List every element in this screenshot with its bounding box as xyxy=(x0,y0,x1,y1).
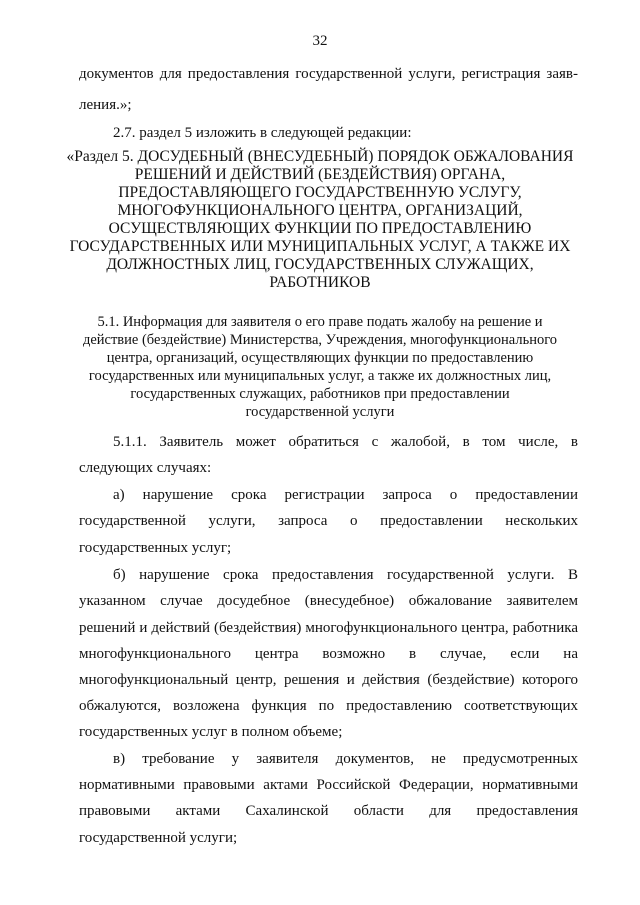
subsection-heading-line: действие (бездействие) Министерства, Учреждения, многофункционального xyxy=(82,332,558,348)
paragraph-line: а) нарушение срока регистрации запроса о предоставлении xyxy=(113,487,578,503)
paragraph-line: нормативными правовыми актами Российской Федерации, нормативными xyxy=(79,777,578,793)
section-heading-line: ОСУЩЕСТВЛЯЮЩИХ ФУНКЦИИ ПО ПРЕДОСТАВЛЕНИЮ xyxy=(108,220,532,237)
paragraph-line: б) нарушение срока предоставления государственной услуги. В xyxy=(113,567,578,583)
section-heading-line: «Раздел 5. ДОСУДЕБНЫЙ (ВНЕСУДЕБНЫЙ) ПОРЯДОК ОБЖАЛОВАНИЯ xyxy=(66,148,574,165)
subsection-heading-line: государственной услуги xyxy=(245,404,395,420)
paragraph-line: многофункционального центра возможно в случае, если на xyxy=(79,646,578,662)
subsection-heading-line: государственных служащих, работников при предоставлении xyxy=(130,386,510,402)
paragraph-line: указанном случае досудебное (внесудебное) обжалование заявителем xyxy=(79,593,578,609)
item-2-7: 2.7. раздел 5 изложить в следующей редакции: xyxy=(113,125,412,141)
paragraph-line: государственных услуг; xyxy=(79,540,232,556)
paragraph-line: правовыми актами Сахалинской области для предоставления xyxy=(79,803,578,819)
page-number: 32 xyxy=(312,33,328,49)
paragraph-line: обжалуются, возложена функция по предоставлению соответствующих xyxy=(79,698,578,714)
section-heading-line: РАБОТНИКОВ xyxy=(269,274,371,291)
subsection-heading-line: центра, организаций, осуществляющих функции по предоставлению xyxy=(106,350,534,366)
subsection-heading-line: государственных или муниципальных услуг, а также их должностных лиц, xyxy=(88,368,552,384)
paragraph-line: государственной услуги; xyxy=(79,830,238,846)
paragraph-line: следующих случаях: xyxy=(79,460,212,476)
section-heading-line: ПРЕДОСТАВЛЯЮЩЕГО ГОСУДАРСТВЕННУЮ УСЛУГУ, xyxy=(118,184,522,201)
paragraph-line: государственных услуг в полном объеме; xyxy=(79,724,343,740)
paragraph-line: решений и действий (бездействия) многофункционального центра, работника xyxy=(79,620,578,636)
paragraph-line: многофункциональный центр, решения и действия (бездействие) которого xyxy=(79,672,578,688)
subsection-heading-line: 5.1. Информация для заявителя о его праве подать жалобу на решение и xyxy=(97,314,543,330)
section-heading-line: ГОСУДАРСТВЕННЫХ ИЛИ МУНИЦИПАЛЬНЫХ УСЛУГ, А ТАКЖЕ ИХ xyxy=(69,238,571,255)
paragraph-line: в) требование у заявителя документов, не предусмотренных xyxy=(113,751,578,767)
section-heading-line: РЕШЕНИЙ И ДЕЙСТВИЙ (БЕЗДЕЙСТВИЯ) ОРГАНА, xyxy=(134,166,506,183)
paragraph-line: 5.1.1. Заявитель может обратиться с жалобой, в том числе, в xyxy=(113,434,578,450)
paragraph-line: государственной услуги, запроса о предоставлении нескольких xyxy=(79,513,578,529)
section-heading-line: МНОГОФУНКЦИОНАЛЬНОГО ЦЕНТРА, ОРГАНИЗАЦИЙ, xyxy=(117,202,523,219)
intro-line-1: документов для предоставления государственной услуги, регистрация заяв- xyxy=(79,66,578,82)
section-heading-line: ДОЛЖНОСТНЫХ ЛИЦ, ГОСУДАРСТВЕННЫХ СЛУЖАЩИХ, xyxy=(106,256,534,273)
intro-line-2: ления.»; xyxy=(79,97,132,113)
